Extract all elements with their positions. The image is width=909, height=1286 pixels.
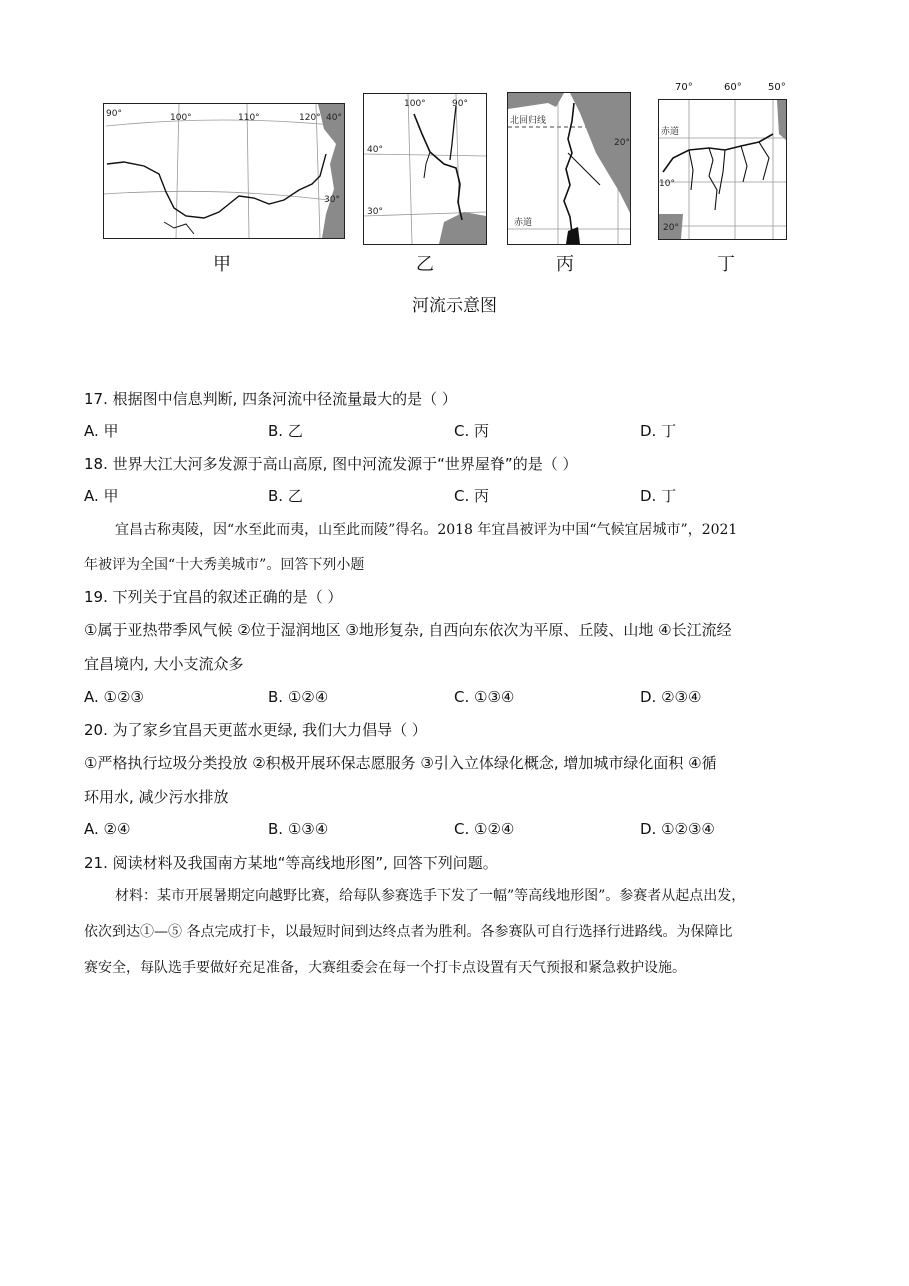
coord-label: 赤道 bbox=[661, 127, 680, 137]
question-18-stem: 18. 世界大江大河多发源于高山高原, 图中河流发源于“世界屋脊”的是（ ） bbox=[84, 455, 578, 473]
coord-label: 90° bbox=[106, 109, 122, 119]
coord-label: 50° bbox=[768, 82, 786, 93]
coord-label: 10° bbox=[659, 179, 675, 189]
question-17-stem: 17. 根据图中信息判断, 四条河流中径流量最大的是（ ） bbox=[84, 390, 457, 408]
figure-caption: 河流示意图 bbox=[412, 296, 497, 316]
map-ding-drawing bbox=[659, 100, 786, 239]
map-label-yi: 乙 bbox=[416, 254, 434, 275]
q19-option-c[interactable]: C. ①③④ bbox=[454, 688, 515, 706]
q18-option-b[interactable]: B. 乙 bbox=[268, 487, 303, 505]
question-20-statements-cont: 环用水, 减少污水排放 bbox=[84, 788, 229, 806]
question-19-stem: 19. 下列关于宜昌的叙述正确的是（ ） bbox=[84, 588, 343, 606]
material-paragraph-line: 材料：某市开展暑期定向越野比赛，给每队参赛选手下发了一幅”等高线地形图”。参赛者从起点出发， bbox=[115, 888, 746, 904]
coord-label: 40° bbox=[326, 113, 342, 123]
coord-label: 90° bbox=[452, 99, 468, 109]
map-yi-drawing bbox=[364, 94, 486, 244]
material-paragraph-line: 宜昌古称夷陵，因“水至此而夷，山至此而陵”得名。2018 年宜昌被评为中国“气候宜居城市”，2021 bbox=[115, 522, 738, 538]
q20-option-d[interactable]: D. ①②③④ bbox=[640, 820, 715, 838]
q20-option-c[interactable]: C. ①②④ bbox=[454, 820, 515, 838]
material-paragraph-line: 依次到达①—⑤ 各点完成打卡，以最短时间到达终点者为胜利。各参赛队可自行选择行进路线。为保障比 bbox=[84, 924, 733, 940]
map-label-ding: 丁 bbox=[717, 254, 735, 275]
material-paragraph-line: 赛安全，每队选手要做好充足准备，大赛组委会在每一个打卡点设置有天气预报和紧急救护设施。 bbox=[84, 960, 686, 976]
q19-option-d[interactable]: D. ②③④ bbox=[640, 688, 702, 706]
coord-label: 110° bbox=[238, 113, 260, 123]
coord-label: 100° bbox=[170, 113, 192, 123]
q19-option-a[interactable]: A. ①②③ bbox=[84, 688, 144, 706]
coord-label: 40° bbox=[367, 145, 383, 155]
q17-option-a[interactable]: A. 甲 bbox=[84, 422, 119, 440]
q20-option-a[interactable]: A. ②④ bbox=[84, 820, 131, 838]
material-paragraph-line: 年被评为全国“十大秀美城市”。回答下列小题 bbox=[84, 557, 365, 573]
map-jia bbox=[103, 103, 345, 239]
q20-option-b[interactable]: B. ①③④ bbox=[268, 820, 329, 838]
coord-label: 北回归线 bbox=[510, 116, 547, 126]
coord-label: 赤道 bbox=[514, 218, 533, 228]
map-ding bbox=[658, 99, 787, 240]
map-bing bbox=[507, 92, 631, 245]
coord-label: 70° bbox=[675, 82, 693, 93]
q17-option-b[interactable]: B. 乙 bbox=[268, 422, 303, 440]
q18-option-c[interactable]: C. 丙 bbox=[454, 487, 490, 505]
coord-label: 20° bbox=[614, 138, 630, 148]
question-20-stem: 20. 为了家乡宜昌天更蓝水更绿, 我们大力倡导（ ） bbox=[84, 721, 427, 739]
question-19-statements-cont: 宜昌境内, 大小支流众多 bbox=[84, 655, 244, 673]
map-jia-drawing bbox=[104, 104, 344, 238]
question-19-statements: ①属于亚热带季风气候 ②位于湿润地区 ③地形复杂, 自西向东依次为平原、丘陵、山地 ④长江流经 bbox=[84, 621, 732, 639]
coord-label: 30° bbox=[324, 195, 340, 205]
question-21-stem: 21. 阅读材料及我国南方某地“等高线地形图”, 回答下列问题。 bbox=[84, 854, 498, 872]
map-bing-drawing bbox=[508, 93, 630, 244]
coord-label: 60° bbox=[724, 82, 742, 93]
q18-option-d[interactable]: D. 丁 bbox=[640, 487, 677, 505]
map-label-bing: 丙 bbox=[556, 254, 574, 275]
coord-label: 20° bbox=[663, 223, 679, 233]
q17-option-d[interactable]: D. 丁 bbox=[640, 422, 677, 440]
question-20-statements: ①严格执行垃圾分类投放 ②积极开展环保志愿服务 ③引入立体绿化概念, 增加城市绿化面积 ④循 bbox=[84, 754, 717, 772]
coord-label: 120° bbox=[299, 113, 321, 123]
map-label-jia: 甲 bbox=[213, 254, 231, 275]
map-yi bbox=[363, 93, 487, 245]
q19-option-b[interactable]: B. ①②④ bbox=[268, 688, 329, 706]
q18-option-a[interactable]: A. 甲 bbox=[84, 487, 119, 505]
coord-label: 30° bbox=[367, 207, 383, 217]
q17-option-c[interactable]: C. 丙 bbox=[454, 422, 490, 440]
coord-label: 100° bbox=[404, 99, 426, 109]
